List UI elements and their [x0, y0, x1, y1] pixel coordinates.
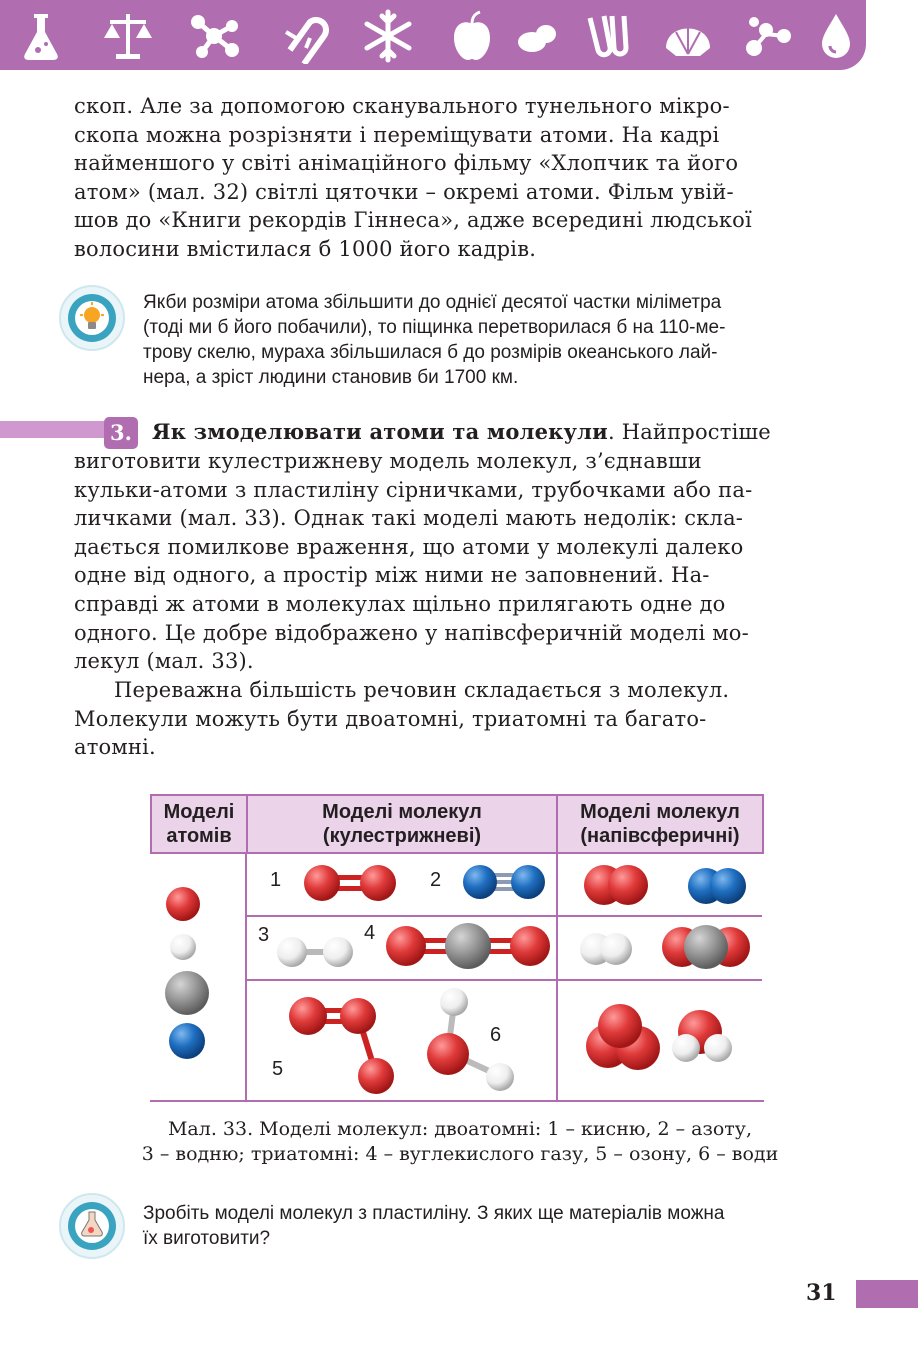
note-line: нера, а зріст людини становив би 1700 км. [143, 367, 519, 388]
lightbulb-icon [58, 284, 126, 352]
header-text: (напівсферичні) [580, 825, 740, 847]
caption-line: Мал. 33. Моделі молекул: двоатомні: 1 – кисню, 2 – азоту, [167, 1118, 753, 1140]
label-ozone: 5 [272, 1058, 284, 1080]
ozone-space-filling [586, 1004, 660, 1070]
note-line: Зробіть моделі молекул з пластиліну. З яких ще матеріалів можна [143, 1203, 725, 1224]
text-line: одного. Це добре відображено у напівсферичній моделі мо- [74, 620, 749, 645]
stones-icon [510, 8, 566, 64]
molecule-icon [188, 8, 244, 64]
nitrogen-space-filling [688, 868, 746, 904]
header-text: атомів [166, 825, 232, 847]
hydrogen-ball-stick [277, 937, 353, 967]
task-note [143, 1201, 843, 1251]
paragraph-intro [74, 92, 838, 264]
carbon-dioxide-ball-stick [386, 923, 550, 969]
text-line: виготовити кулестрижневу модель молекул, з’єднавши [74, 449, 702, 473]
note-line: Якби розміри атома збільшити до однієї десятої частки міліметра [143, 292, 722, 313]
atom-models [165, 887, 209, 1059]
label-oxygen: 1 [270, 869, 282, 891]
water-space-filling [672, 1010, 732, 1062]
apple-icon [444, 8, 500, 64]
oxygen-space-filling [584, 865, 648, 905]
page-number: 31 [806, 1280, 837, 1306]
header-text: (кулестрижневі) [322, 825, 482, 847]
shell-icon [660, 8, 716, 64]
nitrogen-ball-stick [463, 865, 545, 899]
figure-caption [70, 1117, 850, 1167]
paragraph-molecule-types [74, 676, 838, 762]
paragraph-models [74, 447, 838, 676]
text-line: атомні. [74, 735, 156, 760]
label-carbon-dioxide: 4 [364, 922, 376, 944]
text-line: скоп. Але за допомогою сканувального тунельного мікро- [74, 94, 730, 118]
text-line: одне від одного, а простір між ними не заповнений. На- [74, 563, 710, 588]
header-icon-bar [0, 0, 866, 70]
section-title: Як змоделювати атоми та молекули [152, 419, 608, 444]
section-marker-bar [0, 421, 108, 438]
text-line: дається помилкове враження, що атоми у молекулі далеко [74, 534, 744, 559]
fun-fact-note [143, 290, 843, 390]
label-hydrogen: 3 [258, 924, 270, 946]
section-number: 3. [104, 417, 138, 449]
note-line: їх виготовити? [143, 1228, 271, 1249]
hydrogen-space-filling [580, 933, 632, 965]
text-line: шов до «Книги рекордів Гіннеса», адже всередині людської [74, 208, 752, 233]
text-line: кульки-атоми з пластиліну сірничками, трубочками або па- [74, 477, 753, 502]
header-text: Моделі [163, 801, 235, 823]
note-line: (тоді ми б його побачили), то піщинка перетворилася б на 110-ме- [143, 317, 726, 338]
text-line: атом» (мал. 32) світлі цяточки – окремі атоми. Фільм увій- [74, 179, 734, 204]
note-line: трову скелю, мураха збільшилася б до розмірів океанського лай- [143, 342, 718, 363]
text-line: . Найпростіше [607, 420, 771, 444]
atoms-icon [740, 8, 796, 64]
carbon-dioxide-space-filling [662, 925, 750, 969]
test-tubes-icon [580, 8, 636, 64]
text-line: лекул (мал. 33). [74, 649, 254, 674]
oxygen-ball-stick [304, 865, 396, 901]
header-text: Моделі молекул [580, 801, 740, 823]
header-text: Моделі молекул [322, 801, 482, 823]
molecule-drawings [150, 794, 764, 1106]
label-nitrogen: 2 [430, 869, 442, 891]
snowflake-icon [360, 8, 416, 64]
experiment-flask-icon [58, 1192, 126, 1260]
figure-molecule-models [150, 794, 764, 1106]
text-line: Молекули можуть бути двоатомні, триатомні та багато- [74, 706, 707, 731]
text-line: личками (мал. 33). Однак такі моделі мають недолік: скла- [74, 506, 744, 531]
page-number-bar [856, 1280, 918, 1308]
ozone-ball-stick [289, 997, 394, 1094]
text-line: волосини вмістилася б 1000 його кадрів. [74, 236, 537, 261]
text-line: найменшого у світі анімаційного фільму «Хлопчик та його [74, 151, 739, 176]
label-water: 6 [490, 1024, 502, 1046]
text-line: скопа можна розрізняти і переміщувати атоми. На кадрі [74, 122, 720, 147]
section-first-line [152, 418, 838, 447]
magnet-icon [276, 8, 332, 64]
text-line: Переважна більшість речовин складається з молекул. [114, 678, 730, 702]
scales-icon [100, 8, 156, 64]
flask-icon [14, 8, 70, 64]
drop-icon [808, 8, 864, 64]
text-line: справді ж атоми в молекулах щільно прилягають одне до [74, 591, 726, 616]
caption-line: 3 – водню; триатомні: 4 – вуглекислого газу, 5 – озону, 6 – води [141, 1143, 779, 1165]
